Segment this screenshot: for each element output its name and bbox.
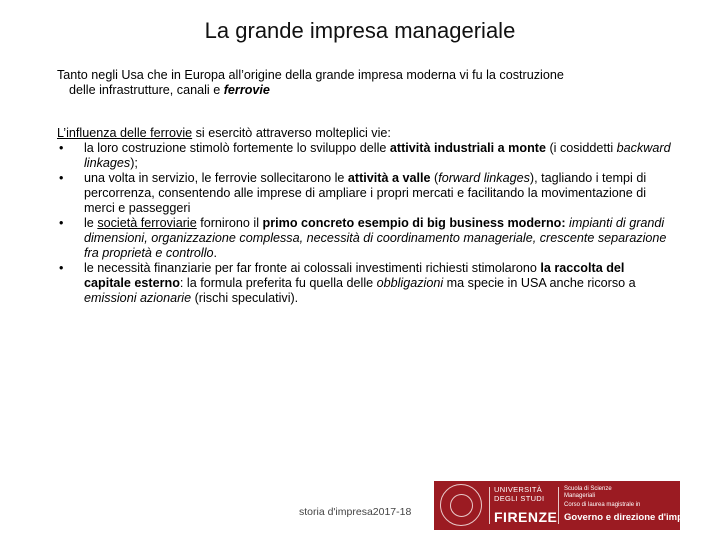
bullet-4-text-d: (rischi speculativi). <box>191 291 299 305</box>
intro-emphasis: ferrovie <box>223 83 270 97</box>
section-lead-rest: si esercitò attraverso molteplici vie: <box>192 126 391 140</box>
bullet-4-em-2: emissioni azionarie <box>84 291 192 305</box>
bullet-item-forward <box>57 171 672 216</box>
bullet-4-text-c: ma specie in USA anche ricorso a <box>443 276 636 290</box>
bullet-2-text-b: ( <box>430 171 439 185</box>
bullet-4-em: obbligazioni <box>376 276 444 290</box>
logo-city: FIRENZE <box>494 509 558 525</box>
bullet-2-bold: attività a valle <box>347 171 431 185</box>
bullet-4-text-b: : la formula preferita fu quella delle <box>179 276 377 290</box>
bullet-3-text-c: . <box>213 246 218 260</box>
bullet-1-em: backward linkages <box>84 141 671 170</box>
bullet-3-bold: primo concreto esempio di big business moderno: <box>262 216 566 230</box>
section-lead <box>57 126 672 141</box>
intro-line-2 <box>57 83 667 98</box>
bullet-dot: • <box>59 261 64 275</box>
intro-paragraph <box>57 68 667 98</box>
bullet-dot: • <box>59 216 64 230</box>
bullet-4-text: le necessità finanziarie per far fronte ai colossali investimenti richiesti stimolarono <box>84 261 541 275</box>
bullet-2-em: forward linkages <box>438 171 530 185</box>
footer-text: storia d'impresa2017-18 <box>299 506 412 518</box>
logo-uni-line-1: UNIVERSITÀ <box>494 485 543 494</box>
logo-school-line-1: Scuola di Scienze <box>564 486 612 492</box>
intro-line-1: Tanto negli Usa che in Europa all’origine della grande impresa moderna vi fu la costruzione <box>57 68 564 82</box>
bullet-1-bold: attività industriali a monte <box>389 141 546 155</box>
intro-line-2-text: delle infrastrutture, canali e <box>69 83 224 97</box>
bullet-1-text-b: (i cosiddetti <box>545 141 617 155</box>
bullet-3-text: le <box>84 216 98 230</box>
bullet-2-text-c: ), tagliando i tempi di percorrenza, consentendo alle imprese di ampliare i propri mercati e facilitando la movimentazione di merci e passeggeri <box>84 171 647 215</box>
bullet-4-bold: la raccolta del capitale esterno <box>84 261 625 290</box>
logo-course-name: Governo e direzione d'impresa <box>564 512 703 523</box>
bullet-item-capital <box>57 261 672 306</box>
slide-title: La grande impresa manageriale <box>204 18 516 43</box>
logo-school-line-2: Manageriali <box>564 493 596 499</box>
logo-uni-line-2: DEGLI STUDI <box>494 493 545 503</box>
bullet-1-text: la loro costruzione stimolò fortemente lo sviluppo delle <box>84 141 390 155</box>
logo-degree-label: Corso di laurea magistrale in <box>564 502 641 508</box>
university-seal-icon <box>440 484 482 526</box>
bullet-dot: • <box>59 171 64 185</box>
bullet-3-underlined: società ferroviarie <box>97 216 197 230</box>
bullet-3-em: impianti di grandi dimensioni, organizzazione complessa, necessità di coordinamento manageriale, crescente separazione fra proprietà e controllo <box>84 216 667 260</box>
bullet-item-big-business <box>57 216 672 261</box>
bullet-1-text-c: ); <box>130 156 138 170</box>
section-lead-underlined: L’influenza delle ferrovie <box>57 126 193 140</box>
logo-divider <box>558 487 559 524</box>
logo-school <box>564 486 612 500</box>
university-logo <box>434 481 703 530</box>
bullet-item-backward <box>57 141 672 171</box>
railways-section <box>57 126 672 306</box>
bullet-dot: • <box>59 141 64 155</box>
bullet-2-text: una volta in servizio, le ferrovie sollecitarono le <box>84 171 348 185</box>
logo-divider <box>489 487 490 524</box>
logo-university-name <box>494 486 544 503</box>
bullet-list <box>57 141 672 306</box>
bullet-3-text-b: fornirono il <box>196 216 263 230</box>
